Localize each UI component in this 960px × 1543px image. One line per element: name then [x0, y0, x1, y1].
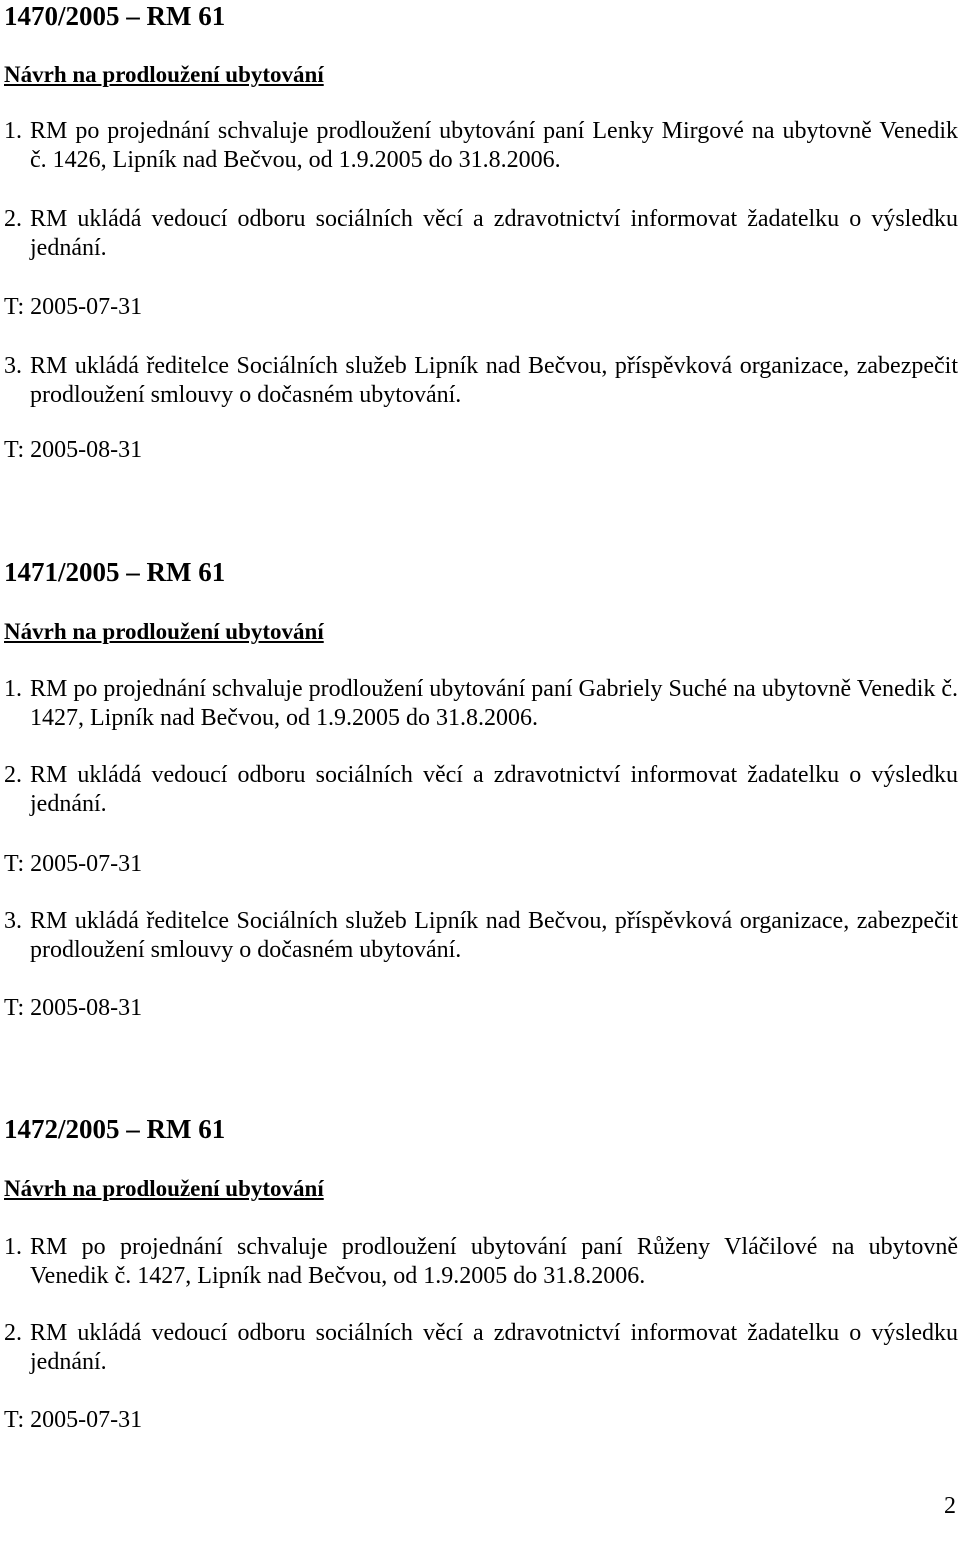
- item-text: RM ukládá vedoucí odboru sociálních věcí a zdravotnictví informovat žadatelku o výsledku jednání.: [30, 762, 958, 817]
- resolution-item-1: [4, 1233, 958, 1291]
- resolution-heading: 1472/2005 – RM 61: [4, 1114, 226, 1144]
- deadline: T: 2005-07-31: [4, 294, 143, 320]
- resolution-item-2: [4, 761, 958, 819]
- item-number: 2.: [4, 762, 22, 788]
- resolution-subtitle: Návrh na prodloužení ubytování: [4, 62, 324, 87]
- resolution-heading: 1471/2005 – RM 61: [4, 557, 226, 587]
- deadline: T: 2005-08-31: [4, 437, 143, 463]
- item-number: 3.: [4, 908, 22, 934]
- resolution-heading: 1470/2005 – RM 61: [4, 1, 226, 31]
- deadline: T: 2005-07-31: [4, 1407, 143, 1433]
- resolution-subtitle: Návrh na prodloužení ubytování: [4, 619, 324, 644]
- page-number: 2: [944, 1493, 956, 1519]
- resolution-item-3: [4, 352, 958, 410]
- item-number: 1.: [4, 118, 22, 144]
- item-text: RM po projednání schvaluje prodloužení ubytování paní Gabriely Suché na ubytovně Venedik č. 1427, Lipník nad Bečvou, od 1.9.2005 do 31.8.2006.: [30, 676, 959, 731]
- item-number: 1.: [4, 1234, 22, 1260]
- item-number: 1.: [4, 676, 22, 702]
- resolution-item-2: [4, 1319, 958, 1377]
- resolution-item-1: [4, 117, 958, 175]
- item-text: RM ukládá ředitelce Sociálních služeb Lipník nad Bečvou, příspěvková organizace, zabezpečit prodloužení smlouvy o dočasném ubytování.: [30, 353, 958, 408]
- deadline: T: 2005-08-31: [4, 995, 143, 1021]
- item-text: RM ukládá vedoucí odboru sociálních věcí a zdravotnictví informovat žadatelku o výsledku jednání.: [30, 1320, 958, 1375]
- item-text: RM ukládá ředitelce Sociálních služeb Lipník nad Bečvou, příspěvková organizace, zabezpečit prodloužení smlouvy o dočasném ubytování.: [30, 908, 958, 963]
- resolution-item-3: [4, 907, 958, 965]
- item-number: 2.: [4, 1320, 22, 1346]
- resolution-item-1: [4, 675, 958, 733]
- item-text: RM po projednání schvaluje prodloužení ubytování paní Lenky Mirgové na ubytovně Venedik č. 1426, Lipník nad Bečvou, od 1.9.2005 do 31.8.2006.: [30, 118, 958, 173]
- item-number: 2.: [4, 206, 22, 232]
- resolution-item-2: [4, 205, 958, 263]
- item-text: RM po projednání schvaluje prodloužení ubytování paní Růženy Vláčilové na ubytovně Venedik č. 1427, Lipník nad Bečvou, od 1.9.2005 do 31.8.2006.: [30, 1234, 958, 1289]
- deadline: T: 2005-07-31: [4, 851, 143, 877]
- item-number: 3.: [4, 353, 22, 379]
- resolution-subtitle: Návrh na prodloužení ubytování: [4, 1176, 324, 1201]
- item-text: RM ukládá vedoucí odboru sociálních věcí a zdravotnictví informovat žadatelku o výsledku jednání.: [30, 206, 958, 261]
